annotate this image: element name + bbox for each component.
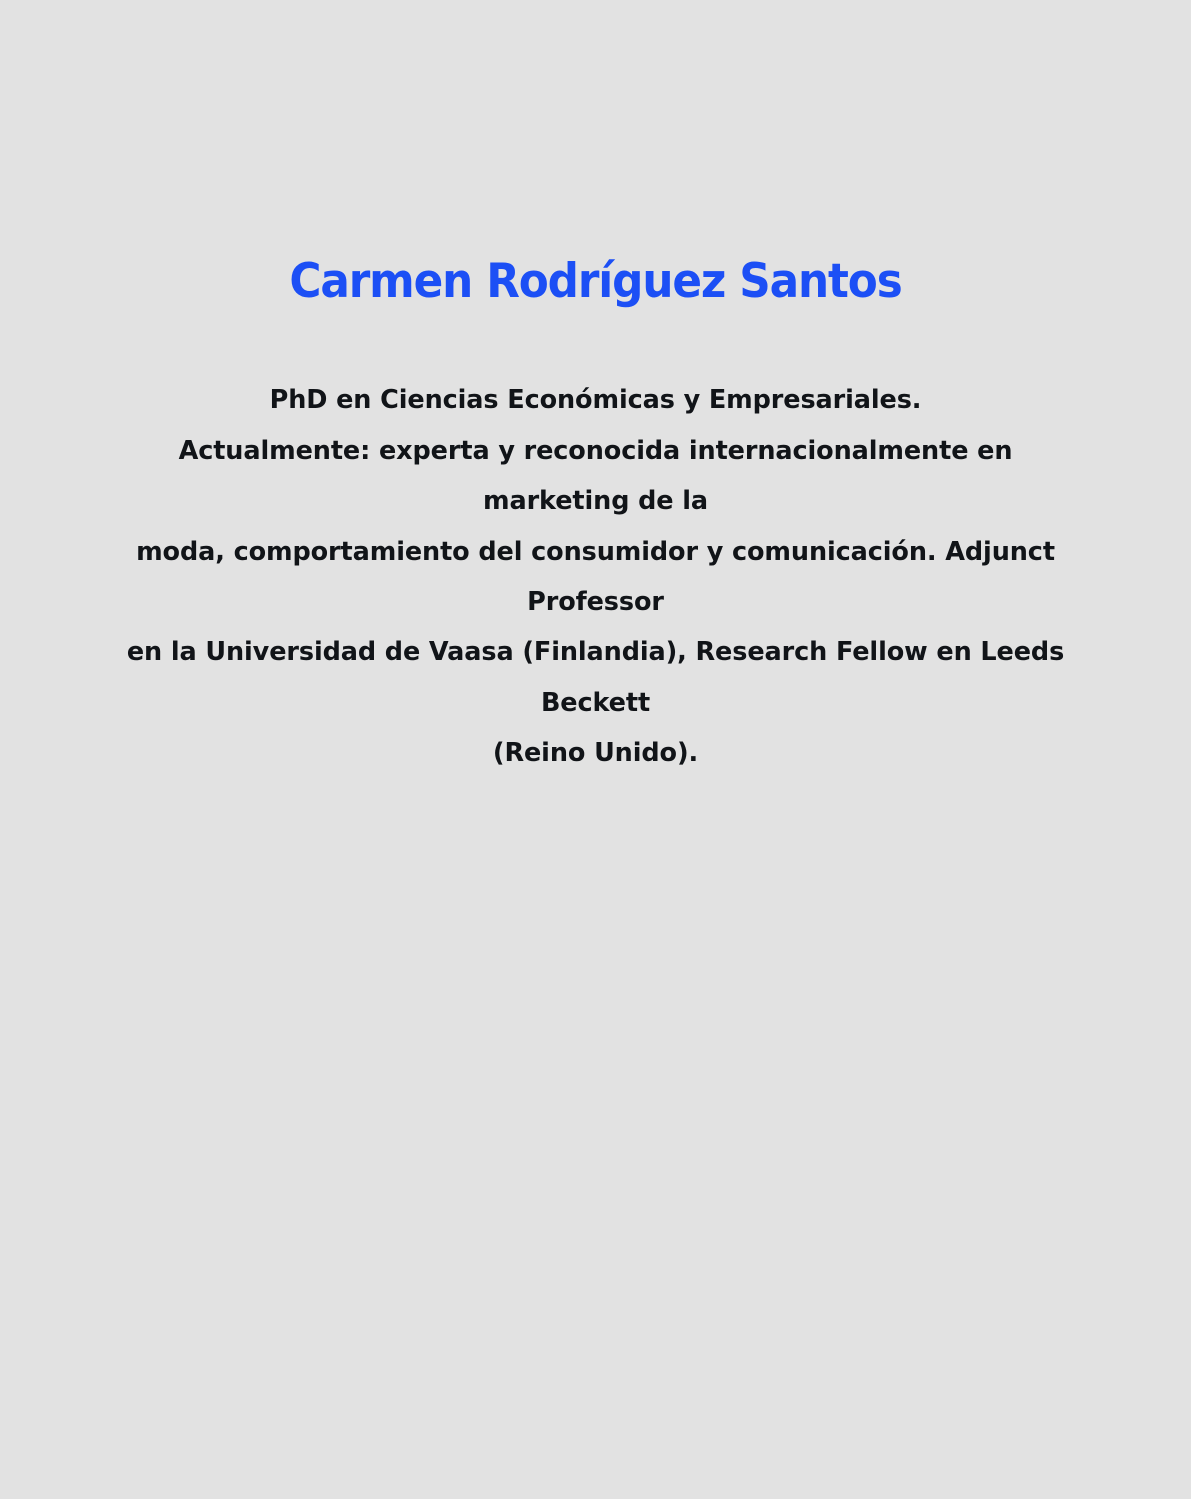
bio-line: Actualmente: experta y reconocida internacionalmente en marketing de la [178, 435, 1013, 517]
page-title: Carmen Rodríguez Santos [289, 254, 902, 309]
bio-line: (Reino Unido). [492, 738, 699, 769]
profile-bio [110, 309, 1081, 779]
bio-line: PhD en Ciencias Económicas y Empresariales. [269, 385, 922, 416]
bio-line: en la Universidad de Vaasa (Finlandia), Research Fellow en Leeds Beckett [126, 637, 1065, 718]
profile-block [0, 255, 1191, 779]
bio-line: moda, comportamiento del consumidor y comunicación. Adjunct Professor [136, 536, 1055, 617]
